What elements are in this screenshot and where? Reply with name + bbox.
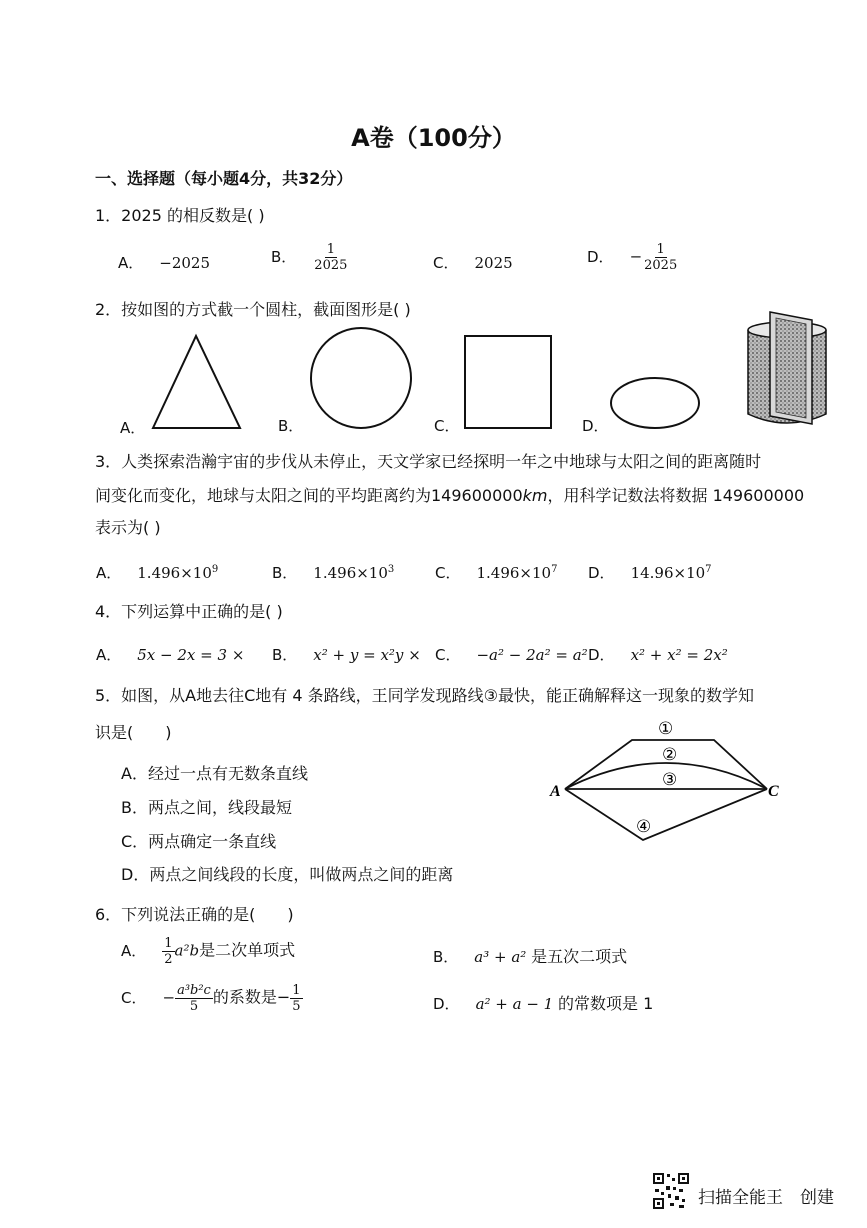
q4-option-b: B． x² + y = x²y × [272, 646, 421, 664]
route-4-label: ④ [636, 817, 652, 837]
denominator: 2025 [644, 258, 678, 273]
q6-stem: 6．下列说法正确的是( ) [95, 905, 294, 924]
q5-line-2: 识是( ) [95, 723, 172, 742]
square-shape [465, 336, 551, 428]
q5-option-c: C．两点确定一条直线 [121, 832, 277, 851]
page-title: A卷（100分） [351, 124, 516, 152]
q6-option-a: A． $\frac{1}{2}$ a²b是二次单项式 [121, 936, 296, 967]
q1-stem: 1．2025 的相反数是( ) [95, 206, 265, 225]
option-value: −2025 [159, 254, 211, 272]
q2-label-a: A． [120, 419, 146, 437]
q5-route-diagram [540, 712, 800, 852]
ellipse-shape [611, 378, 699, 428]
numerator: 1 [656, 242, 665, 257]
option-label: A． [118, 254, 144, 272]
option-label: B． [271, 247, 297, 266]
q5-option-d: D．两点之间线段的长度，叫做两点之间的距离 [121, 865, 454, 884]
denominator: 2025 [314, 258, 348, 273]
q3-line-3: 表示为( ) [95, 518, 161, 537]
point-a-label: A [550, 783, 561, 800]
route-4-line [565, 789, 767, 840]
q3-line-1: 3．人类探索浩瀚宇宙的步伐从未停止，天文学家已经探明一年之中地球与太阳之间的距离随时 [95, 452, 762, 471]
option-label: C． [433, 254, 459, 272]
q2-figures [0, 0, 867, 440]
q4-option-c: C． −a² − 2a² = a² [435, 646, 588, 664]
cross-mark: × [231, 646, 245, 664]
option-label: D． [587, 247, 614, 266]
q3-option-b: B． $1.496\times 10^3$ [272, 564, 395, 582]
option-value: 2025 [474, 254, 513, 272]
section-heading: 一、选择题（每小题4分，共32分） [95, 169, 353, 188]
route-3-label: ③ [662, 770, 678, 790]
q6-option-d: D． a² + a − 1 的常数项是 1 [433, 994, 654, 1013]
unit: km [522, 486, 548, 505]
q3-option-c: C． $1.496\times 10^7$ [435, 564, 558, 582]
cut-cylinder-image [748, 312, 826, 424]
q4-stem: 4．下列运算中正确的是( ) [95, 602, 283, 621]
q3-line-2: 间变化而变化，地球与太阳之间的平均距离约为149600000km，用科学记数法将数据 149600000 [95, 486, 805, 505]
q4-option-a: A． 5x − 2x = 3 × [96, 646, 245, 664]
q3-option-d: D． $14.96\times 10^7$ [588, 564, 712, 582]
route-1-label: ① [658, 719, 674, 739]
point-c-label: C [768, 783, 779, 800]
q2-label-d: D． [582, 417, 609, 435]
circle-shape [311, 328, 411, 428]
qr-code-icon [652, 1172, 690, 1210]
q2-label-c: C． [434, 417, 460, 435]
q2-stem: 2．按如图的方式截一个圆柱，截面图形是( ) [95, 300, 411, 319]
cross-mark: × [408, 646, 421, 664]
triangle-shape [153, 336, 240, 428]
numerator: 1 [326, 242, 335, 257]
q3-option-a: A． $1.496\times 10^9$ [96, 564, 219, 582]
q6-option-b: B． a³ + a² 是五次二项式 [433, 947, 628, 966]
q6-option-c: C． − $\frac{\text{a³b²c}}{5}$ 的系数是− $\frac{1}{5}$ [121, 983, 301, 1014]
q5-line-1: 5．如图，从A地去往C地有 4 条路线，王同学发现路线③最快，能正确解释这一现象的数学知 [95, 686, 754, 705]
route-2-label: ② [662, 745, 678, 765]
q4-option-d: D． x² + x² = 2x² [588, 646, 728, 664]
minus-sign: − [629, 247, 643, 266]
scanner-watermark: 扫描全能王 创建 [698, 1188, 834, 1208]
q5-option-b: B．两点之间，线段最短 [121, 798, 292, 817]
q2-label-b: B． [278, 417, 304, 435]
q5-option-a: A．经过一点有无数条直线 [121, 764, 308, 783]
